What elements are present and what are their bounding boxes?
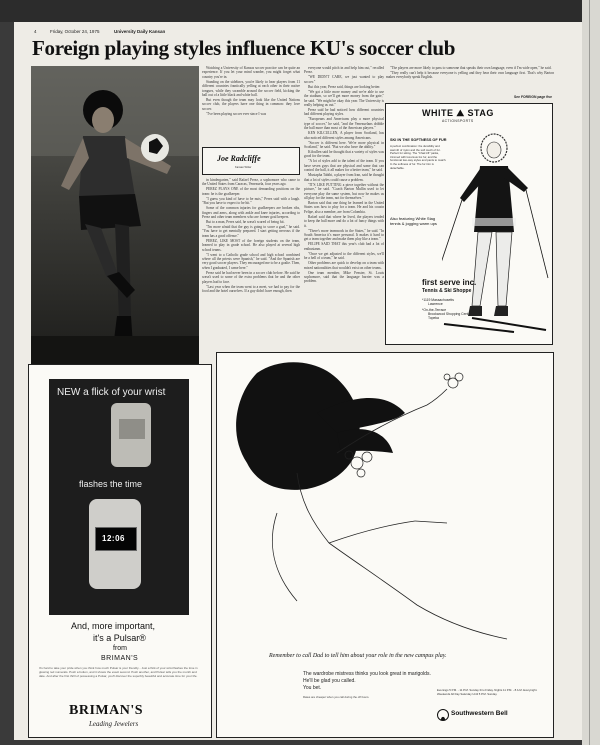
byline-box xyxy=(202,147,300,175)
pulsar-tagline-2: it's a Pulsar® xyxy=(93,633,146,643)
paragraph: PEREZ, LIKE MOST of the foreign students on the team, learned to play in grade school. He also played at several high school teams. xyxy=(202,238,300,252)
bell-fine-print: Rates are cheaper when you call during the off hours. xyxy=(303,695,370,699)
scanner-background-top xyxy=(0,0,582,22)
issue-date: Friday, October 24, 1975 xyxy=(50,29,100,34)
skier-illustration xyxy=(442,128,550,342)
paragraph: One team member, Mike Fenster, St. Louis sophomore, said that the language barrier was a problem. xyxy=(304,270,384,284)
paragraph: "There's more teamwork in the States," he said. "In South America it's more personal. It makes it hard to get a team together and make them play like a team." xyxy=(304,228,384,242)
paragraph: everyone would pitch in and help him out," recalled Perez. xyxy=(304,66,384,75)
paragraph: Perez said he had noticed how different countries had different playing styles. xyxy=(304,108,384,117)
white-stag-sub: ACTIONSPORTS xyxy=(442,119,474,123)
watch-display xyxy=(95,527,137,551)
paragraph: "Soccer is different here. We're more physical in Scotland," he said. "But we also have the ability." xyxy=(304,140,384,150)
jump-note: See FOREIGN page five xyxy=(514,95,553,99)
bell-copy-2: He'll be glad you called. xyxy=(303,678,356,684)
paragraph: "They really can't help it because everyone is yelling and they hear their own language first. That's why Barton makes everybody speak English. xyxy=(386,71,554,80)
paragraph: "We got a little more money and we're able to use the stadium, so we'll get more money from the gate," he said. "We might be okay this year. The University is really helping us out." xyxy=(304,89,384,108)
article-column-2 xyxy=(202,178,300,356)
address-1-city: Lawrence xyxy=(428,302,443,306)
address-2-city: Topeka xyxy=(428,316,439,320)
store-subtitle: Tennis & Ski Shoppe xyxy=(422,288,472,294)
pulsar-body: It's hard to take your pride when you think how much Pulsar is your friendly... Just a flick of your wrist flashes the time in glowing red numerals. Push a button, and it shows the exact second. Push another, and Pulsar tells you the month and date. And after the first thrill of possessing a Pulsar, you'll discover the superbly beautiful and accurate time for your life. xyxy=(39,666,198,678)
newspaper-page xyxy=(14,22,582,740)
pulsar-subhead: flashes the time xyxy=(79,479,143,489)
ski-ad-extra: Also featuring White Stag tennis & jogging warm ups xyxy=(390,216,437,226)
paragraph: Perez said he had never been in a soccer club before. He said he wasn't used to some of the extra problems that he and the other players had to face. xyxy=(202,270,300,284)
brimans-logo: BRIMAN'S xyxy=(69,703,144,718)
paragraph: Mustapha Tabibi, a player from Iran, said he thought that a lot of styles could cause a problem. xyxy=(304,173,384,182)
watch-face-top xyxy=(119,419,145,439)
pulsar-tagline-1: And, more important, xyxy=(71,621,156,631)
bell-script-headline: Remember to call Dad to tell him about your role in the new campus play. xyxy=(269,653,447,659)
article-column-1 xyxy=(202,66,300,144)
paragraph: "Europeans and Americans play a more physical type of soccer," he said, "and the Venezuelans dribble the ball more than most of the American players." xyxy=(304,117,384,131)
address-2: *On-the-Terrace xyxy=(422,308,447,312)
paragraph: "Last year when the team went to a meet, we had to pay for the food and the hotel ourselves. If a guy didn't have enough, then xyxy=(202,284,300,294)
paragraph: Some of the common injuries for goalkeepers are broken ribs, fingers and arms, along with ankle and knee injuries, according to Perez and other team members who are former goal keepers. xyxy=(202,206,300,220)
pulsar-ad xyxy=(28,364,212,738)
pulsar-tagline-3: from xyxy=(113,645,127,652)
article-column-4 xyxy=(386,66,554,94)
ski-ad-body: A perfect combination: the durability and warmth of nylon and the soft touch of fur. Perfect for skiing. The "Chair-lift" parka, trimmed with luxurious fox fur, and the functional two-way styles and pants to match. In the softness of fur. The fur trim is detachable. xyxy=(390,144,447,170)
paragraph: FELIPE SAID THAT this year's club had a lot of enthusiasm. xyxy=(304,242,384,251)
paragraph: PEREZ PLAYS ONE of the most demanding positions on the team: he is the goalkeeper. xyxy=(202,187,300,196)
bell-copy-1: The wardrobe mistress thinks you look great in marigolds. xyxy=(303,671,431,677)
paragraph: "IT'S LIKE PUTTING a piece together without the picture," he said. "Coach Barton Mullin used to let everyone play the same system, but now he makes us all play for the team, not for themselves." xyxy=(304,182,384,200)
paragraph: "A lot of styles add to the talent of the team. If you have seven guys that are physical and some that can control the ball, it all makes for a better team," he said. xyxy=(304,159,384,173)
paragraph: Barton said that one thing he learned in the United States was how to play for a team. He and his cousin Felipe, also a member, are from Colombia. xyxy=(304,200,384,214)
byline-name: Joe Radcliffe xyxy=(217,154,261,163)
ski-ad-headline: SKI IN THE SOFTNESS OF FUR xyxy=(390,138,447,142)
page-number: 4 xyxy=(34,29,37,34)
address-2-center: Brookwood Shopping Center xyxy=(428,312,472,316)
paragraph: in kindergarten," said Rafael Perez, a sophomore who came to the United States from Caracas, Venezuela, four years ago. xyxy=(202,178,300,187)
paragraph: Other problems are quick to develop on a team with mixed nationalities that wouldn't exist on other teams. xyxy=(304,261,384,270)
paper-name: University Daily Kansan xyxy=(114,29,166,34)
bell-copy-3: You bet. xyxy=(303,685,322,691)
paragraph: Kilcullen said he thought that a variety of styles was good for the team. xyxy=(304,150,384,159)
paragraph: "The players are more likely to pass to someone that speaks their own language, even if I'm wide open," he said. xyxy=(390,66,552,70)
pulsar-headline: NEW a flick of your wrist xyxy=(57,387,166,398)
white-stag-ad xyxy=(385,103,553,345)
byline-staff: Kansan Writer xyxy=(235,166,252,169)
woman-illustration xyxy=(217,353,553,653)
paragraph: But to a man, Perez said, he wasn't scared of being hit. xyxy=(206,220,285,225)
paragraph: Watching a University of Kansas soccer practice can be quite an experience. If you let your mind wander, you might forget what country you're in. xyxy=(202,66,300,79)
store-name: first serve inc. xyxy=(422,278,477,287)
paragraph: "I'm more afraid that the guy is going to score a goal," he said. "You have to get mentally prepared. I start getting nervous if the team has a good offense." xyxy=(202,225,300,238)
pulsar-photo xyxy=(49,379,189,615)
paragraph: "I've been playing soccer ever since I was xyxy=(206,111,267,116)
paragraph: Rafael said that where he lived, the players tended to keep the ball more and do a lot of fancy things with it. xyxy=(304,214,384,228)
paragraph: But even though the team may look like the United Nations soccer club, the players have one thing in common: they love soccer. xyxy=(202,98,300,111)
address-1: *1119 Massachusetts xyxy=(422,298,454,302)
brimans-subtitle: Leading Jewelers xyxy=(89,720,139,728)
article-column-3 xyxy=(304,66,384,358)
watch-time: 12:06 xyxy=(102,534,125,543)
bell-hours: Evenings 5 P.M. - 11 P.M. Sunday thru Friday. Nights 11 P.M. - 8 A.M. Everynight. Weekends All Day Saturday Until 5 P.M. Sunday. xyxy=(437,688,538,696)
page-gutter-line xyxy=(589,0,590,745)
paragraph: "I went to a Catholic grade school and high school combined where all the priests were Spanish," he said. "And the Spanish are very good soccer players. They encouraged me to be a goalie. Then, when I graduated, I came here." xyxy=(202,252,300,270)
paragraph: "I guess you kind of have to be nuts," Perez said with a laugh. "But you have to expect to be hit." xyxy=(202,196,300,206)
southwestern-bell-ad xyxy=(216,352,554,738)
paragraph: "WE DIDN'T CARE, we just wanted to play soccer." xyxy=(304,75,384,84)
white-stag-logo: WHITE ⛰ STAG xyxy=(422,108,494,118)
soccer-player-photo xyxy=(31,66,199,368)
paragraph: But this year, Perez said, things are looking better. xyxy=(308,84,381,89)
facing-page-edge xyxy=(582,0,600,745)
pulsar-tagline-4: BRIMAN'S xyxy=(101,655,139,662)
bell-brand: Southwestern Bell xyxy=(451,710,508,717)
article-headline: Foreign playing styles influence KU's soccer club xyxy=(32,36,456,60)
paragraph: Standing on the sidelines, you're likely to hear players from 11 different countries frantically yelling at each other in their native tongues, while they scramble around the soccer field, kicking the ball out of a little black and white ball. xyxy=(202,79,300,98)
paragraph: "Once we get adjusted to the different styles, we'll be a hell of a team," he said. xyxy=(304,251,384,261)
bell-logo-icon xyxy=(437,709,449,721)
paragraph: KEN KILCULLEN, A player from Scotland, has also noticed different styles among Americans. xyxy=(304,131,384,140)
